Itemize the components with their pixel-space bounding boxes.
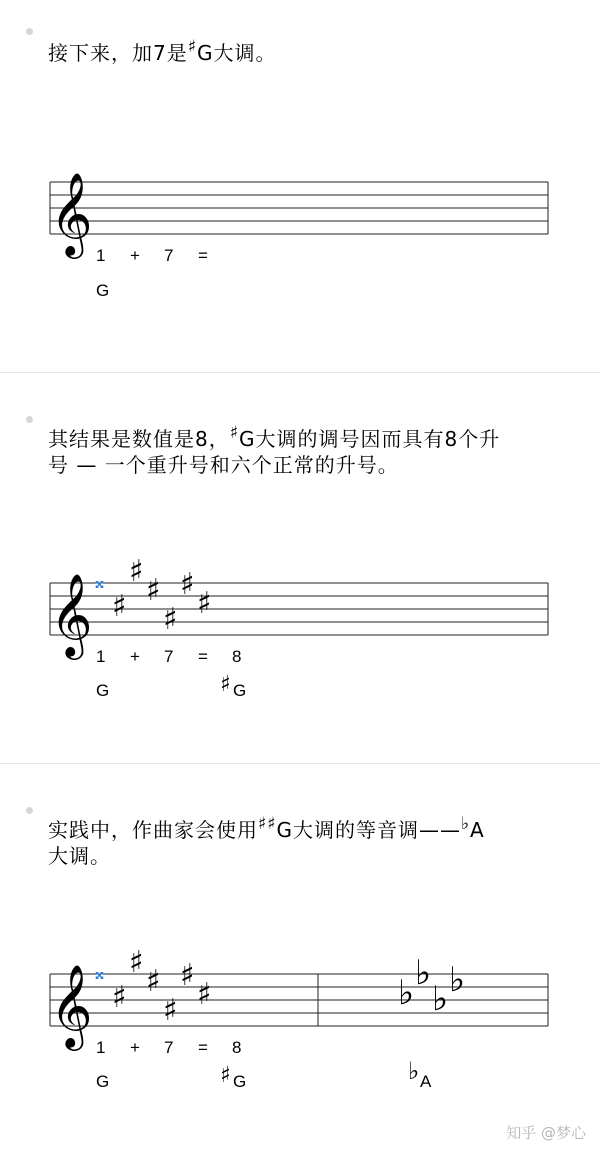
text-suffix: G大调。 bbox=[196, 41, 277, 65]
sharp-icon: ♯ bbox=[163, 602, 178, 637]
flat-icon: ♭ bbox=[432, 979, 449, 1019]
sharp-icon: ♯ bbox=[180, 567, 195, 602]
number-8: 8 bbox=[232, 647, 242, 666]
sharp-icon: ♯ bbox=[187, 37, 197, 57]
sharp-icon: ♯ bbox=[146, 964, 161, 999]
equals-sign: = bbox=[198, 647, 208, 666]
enharmonic-flat-icon: ♭ bbox=[408, 1057, 420, 1085]
number-1: 1 bbox=[96, 1038, 106, 1057]
sharp-icon: ♯ bbox=[112, 589, 127, 624]
sharp-icon: ♯ bbox=[229, 423, 239, 443]
text-suffix: G大调的调号因而具有8个升 bbox=[238, 427, 501, 451]
sharp-icon: ♯ bbox=[197, 977, 212, 1012]
flat-icon: ♭ bbox=[398, 973, 415, 1013]
result-sharp-icon: ♯ bbox=[220, 672, 231, 697]
number-1: 1 bbox=[96, 246, 106, 265]
sharp-icon: ♯ bbox=[197, 586, 212, 621]
number-8: 8 bbox=[232, 1038, 242, 1057]
key-label-g: G bbox=[96, 1072, 110, 1091]
section-2 bbox=[0, 373, 600, 763]
key-label-g-sharp: G bbox=[233, 681, 247, 700]
text-line: 大调。 bbox=[48, 844, 111, 868]
flat-icon: ♭ bbox=[415, 953, 432, 993]
section-3 bbox=[0, 764, 600, 1153]
result-sharp-icon: ♯ bbox=[220, 1063, 231, 1088]
equals-sign: = bbox=[198, 246, 208, 265]
text-prefix: 接下来，加7是 bbox=[48, 41, 188, 65]
sharp-icon: ♯ bbox=[129, 945, 144, 980]
equals-sign: = bbox=[198, 1038, 208, 1057]
text-line: 号 — 一个重升号和六个正常的升号。 bbox=[48, 453, 399, 477]
watermark: 知乎 @梦心 bbox=[506, 1124, 586, 1142]
sharp-icon: ♯ bbox=[146, 573, 161, 608]
key-label-a-flat: A bbox=[420, 1072, 432, 1091]
section-1 bbox=[0, 0, 600, 372]
text-suffix: A bbox=[469, 818, 485, 842]
text-prefix: 其结果是数值是8， bbox=[48, 427, 230, 451]
double-sharp-icon: 𝄪 bbox=[95, 569, 104, 593]
sharp-icon: ♯ bbox=[180, 958, 195, 993]
treble-clef-icon: 𝄞 bbox=[50, 963, 93, 1047]
sharp-icon: ♯ bbox=[163, 993, 178, 1028]
staff-2 bbox=[0, 373, 600, 763]
sharp-icon: ♯ bbox=[129, 554, 144, 589]
key-label-g: G bbox=[96, 681, 110, 700]
double-sharp-text-icon: ♯♯ bbox=[258, 814, 277, 834]
key-label-g-sharp: G bbox=[233, 1072, 247, 1091]
plus-sign: + bbox=[130, 1038, 140, 1057]
key-label-g: G bbox=[96, 281, 110, 300]
double-sharp-icon: 𝄪 bbox=[95, 960, 104, 984]
treble-clef-icon: 𝄞 bbox=[50, 572, 93, 656]
number-7: 7 bbox=[164, 246, 174, 265]
treble-clef-icon: 𝄞 bbox=[50, 171, 93, 255]
plus-sign: + bbox=[130, 246, 140, 265]
number-7: 7 bbox=[164, 647, 174, 666]
number-1: 1 bbox=[96, 647, 106, 666]
number-7: 7 bbox=[164, 1038, 174, 1057]
text-prefix: 实践中，作曲家会使用 bbox=[48, 818, 258, 842]
text-middle: G大调的等音调—— bbox=[276, 818, 461, 842]
sharp-icon: ♯ bbox=[112, 980, 127, 1015]
flat-icon: ♭ bbox=[449, 960, 466, 1000]
staff-3 bbox=[0, 764, 600, 1153]
plus-sign: + bbox=[130, 647, 140, 666]
flat-icon: ♭ bbox=[460, 814, 470, 834]
staff-1 bbox=[0, 0, 600, 372]
